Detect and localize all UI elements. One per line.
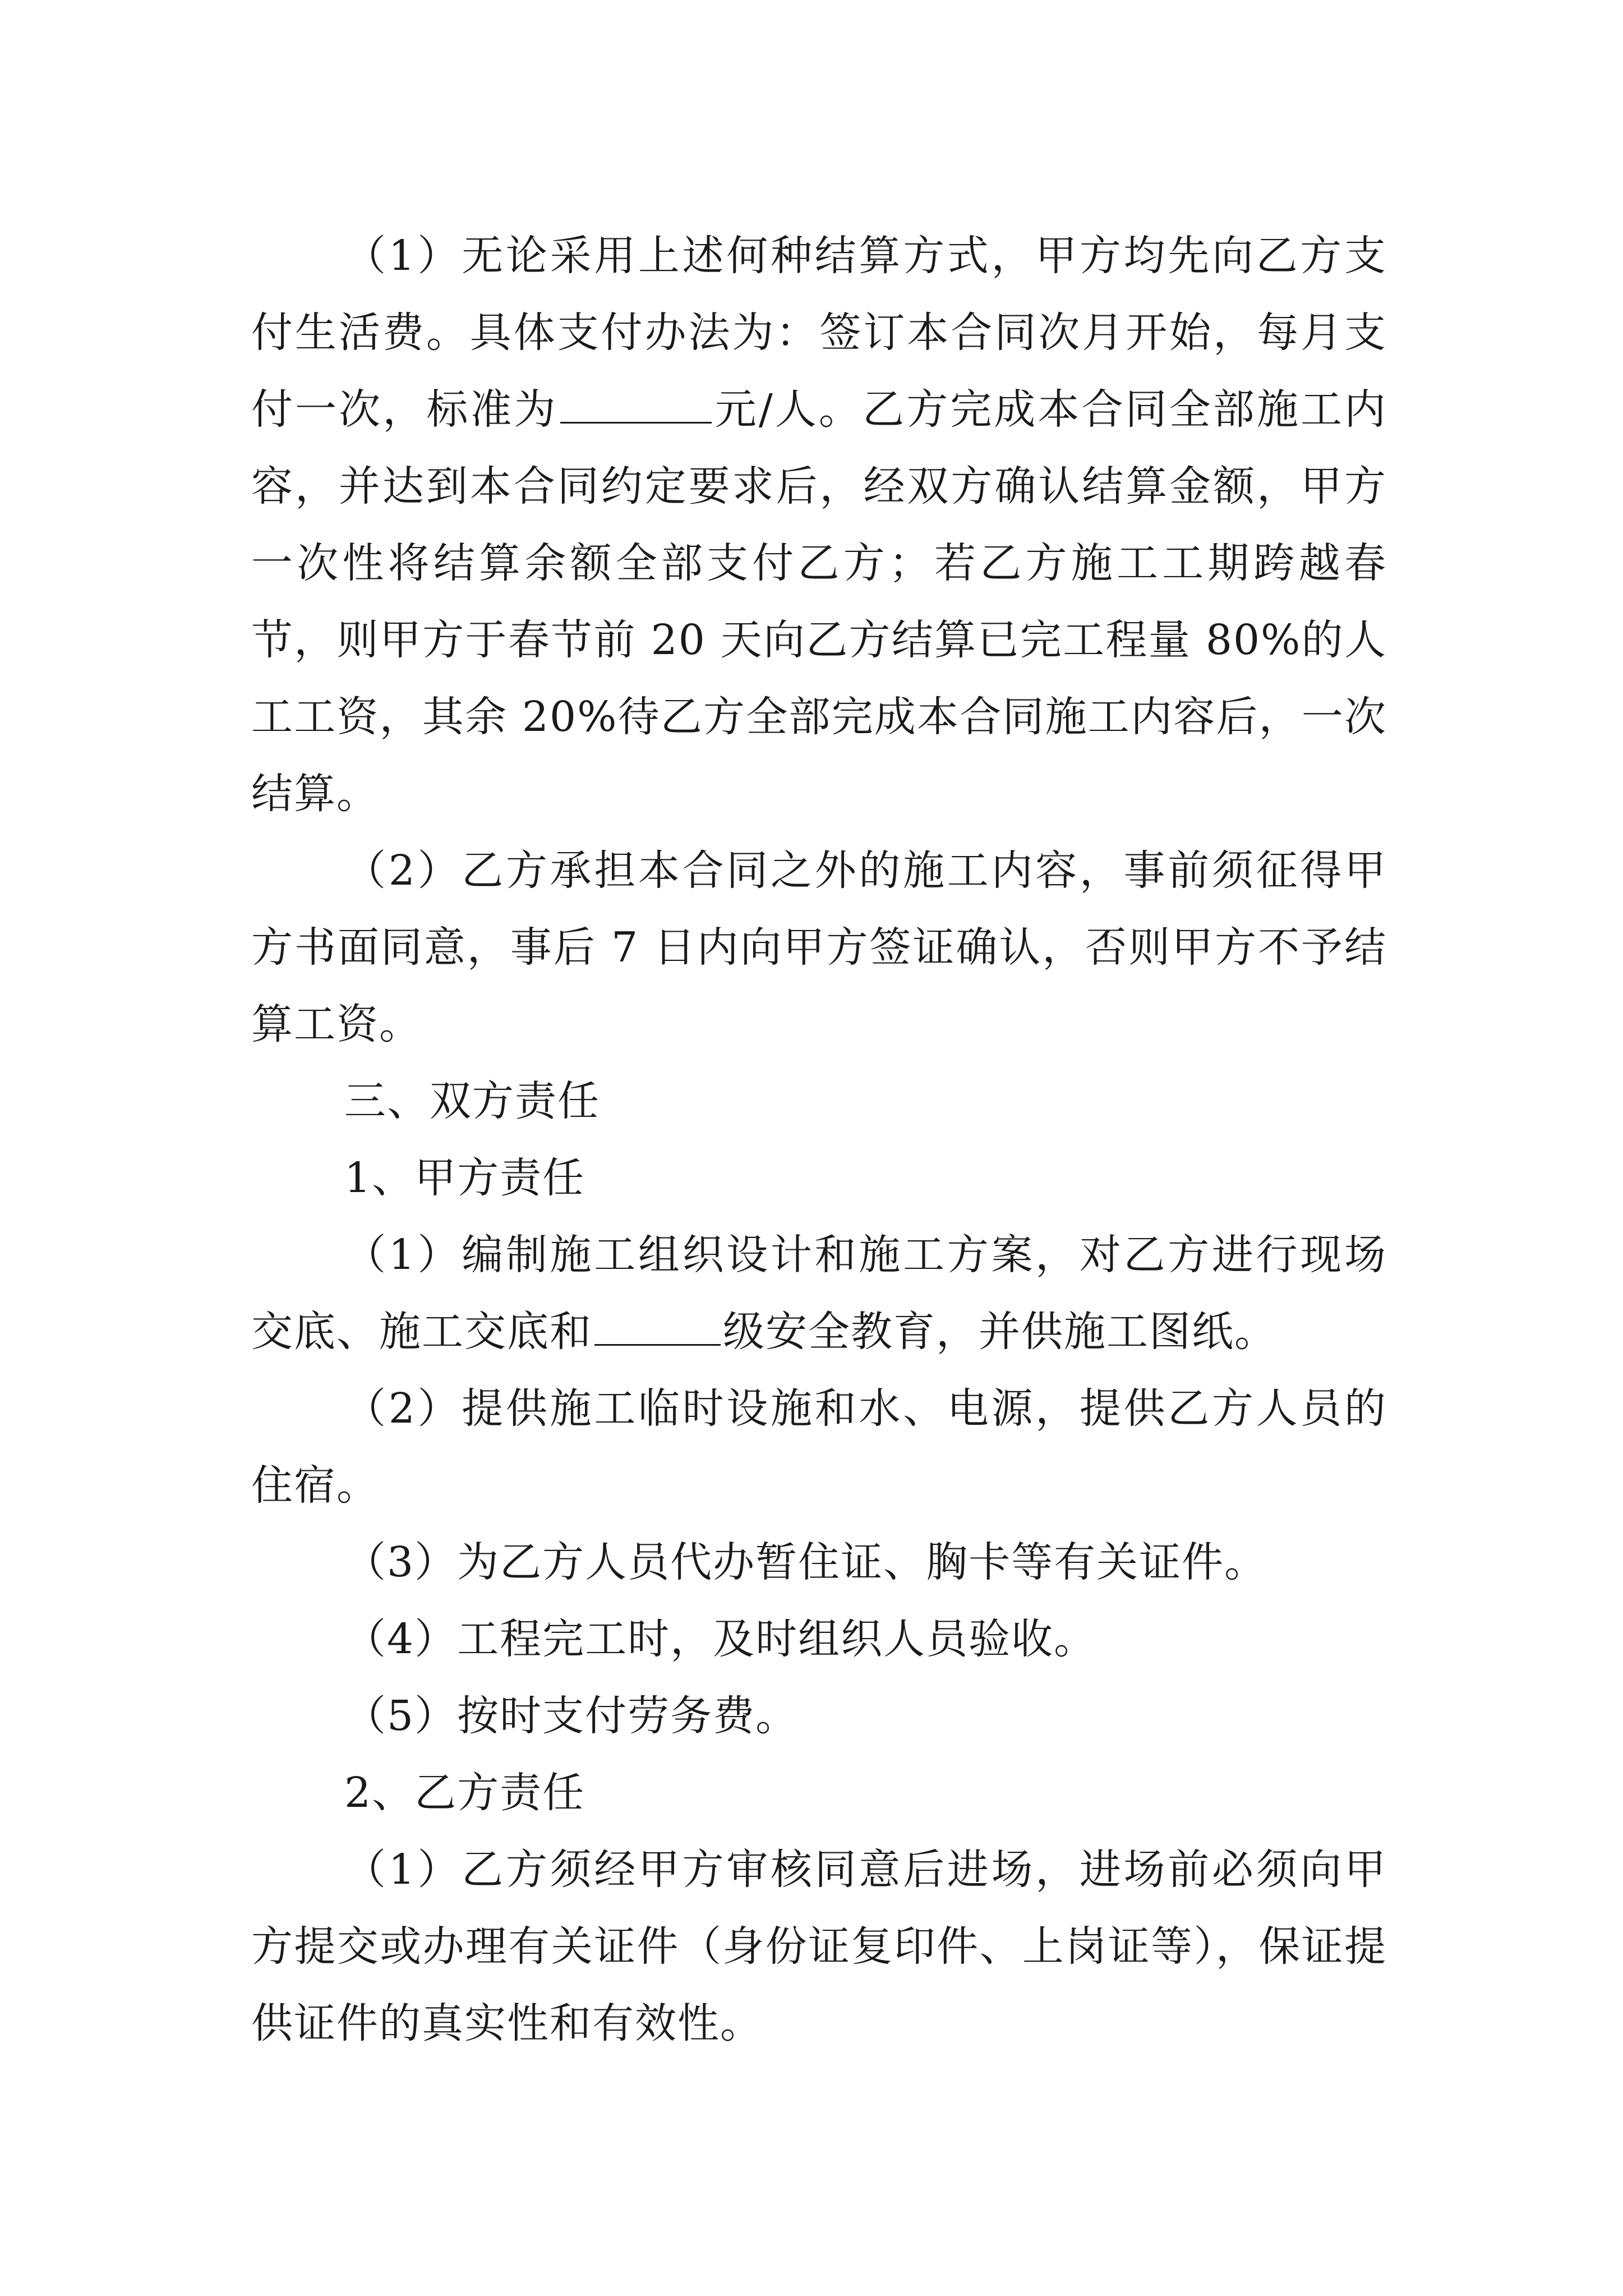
- party-a-item-2: （2）提供施工临时设施和水、电源，提供乙方人员的住宿。: [251, 1384, 1387, 1510]
- section-3-heading: 三、双方责任: [344, 1077, 600, 1125]
- party-a-item-4: （4）工程完工时，及时组织人员验收。: [344, 1615, 1097, 1663]
- party-b-item-1: （1）乙方须经甲方审核同意后进场，进场前必须向甲方提交或办理有关证件（身份证复印件、上岗证等），保证提供证件的真实性和有效性。: [251, 1846, 1387, 2047]
- payment-clause-2: （2）乙方承担本合同之外的施工内容，事前须征得甲方书面同意，事后 7 日内向甲方签证确认，否则甲方不予结算工资。: [251, 846, 1387, 1048]
- party-a-item-5: （5）按时支付劳务费。: [344, 1692, 799, 1740]
- party-a-item-3: （3）为乙方人员代办暂住证、胸卡等有关证件。: [344, 1538, 1267, 1586]
- party-a-heading: 1、甲方责任: [344, 1154, 585, 1202]
- party-a-item-1: [251, 1217, 1387, 1370]
- party-b-heading: 2、乙方责任: [344, 1769, 585, 1817]
- safety-level-blank: [594, 1306, 721, 1346]
- party-a-item-1-text-a: （1）编制施工组织设计和施工方案，对乙方进行现场交底、施工交底和: [251, 1231, 1387, 1356]
- party-a-item-1-text-b: 级安全教育，并供施工图纸。: [723, 1308, 1277, 1356]
- payment-clause-1: [251, 218, 1387, 832]
- payment-clause-1-text-b: 元/人。乙方完成本合同全部施工内容，并达到本合同约定要求后，经双方确认结算金额，甲方一次性将结算余额全部支付乙方；若乙方施工工期跨越春节，则甲方于春节前 20 天向乙方结算已完工程量 80%的人工工资，其余 20%待乙方全部完成本合同施工内容后，一次结算。: [251, 385, 1387, 818]
- payment-clause-1-text-a: （1）无论采用上述何种结算方式，甲方均先向乙方支付生活费。具体支付办法为：签订本合同次月开始，每月支付一次，标准为: [251, 232, 1387, 434]
- amount-blank: [560, 384, 712, 424]
- contract-page: [251, 218, 1387, 2062]
